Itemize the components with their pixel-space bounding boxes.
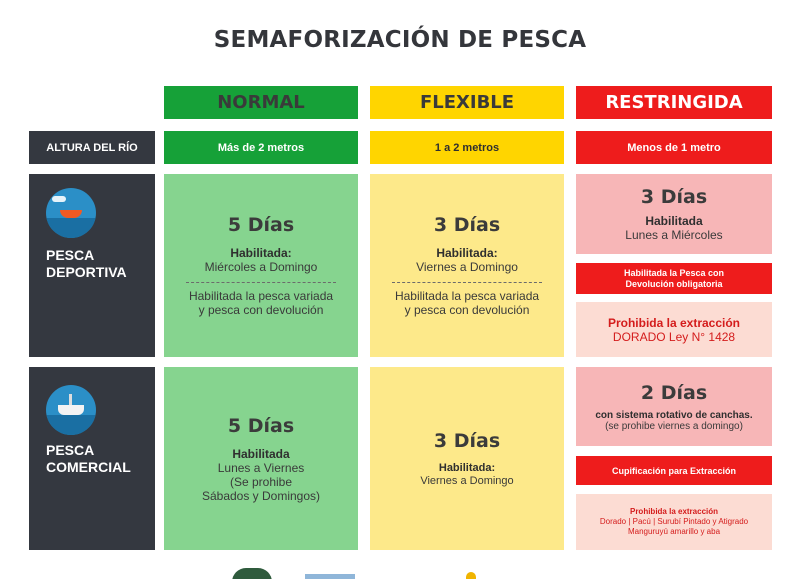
deportiva-flexible-days: 3 Días <box>433 214 501 236</box>
divider <box>392 282 542 283</box>
comercial-restringida-days: 2 Días <box>640 381 708 404</box>
comercial-restringida-line1: con sistema rotativo de canchas. <box>595 409 753 421</box>
header-flexible: FLEXIBLE <box>370 86 564 119</box>
river-height-restringida: Menos de 1 metro <box>576 131 772 164</box>
divider <box>186 282 336 283</box>
comercial-flexible-days: 3 Días <box>433 429 501 452</box>
header-normal: NORMAL <box>164 86 358 119</box>
deportiva-normal-hab-value: Miércoles a Domingo <box>204 260 318 274</box>
comercial-normal-note-2: Sábados y Domingos) <box>201 488 321 503</box>
deportiva-flexible-hab-label: Habilitada: <box>436 246 498 260</box>
deportiva-restringida-banner-2: Devolución obligatoria <box>625 278 723 289</box>
comercial-normal-note-1: (Se prohibe <box>229 474 293 489</box>
deportiva-restringida-banner <box>576 263 772 294</box>
deportiva-normal-hab-label: Habilitada: <box>230 246 292 260</box>
commercial-fishing-icon <box>46 385 96 435</box>
deportiva-flexible-cell <box>370 174 564 357</box>
header-restringida: RESTRINGIDA <box>576 86 772 119</box>
deportiva-restringida-hab-label: Habilitada <box>645 214 703 228</box>
comercial-restringida-banner: Cupificación para Extracción <box>576 456 772 485</box>
comercial-normal-cell <box>164 367 358 550</box>
deportiva-restringida-prohib-1: Prohibida la extracción <box>607 315 741 330</box>
comercial-flexible-cell <box>370 367 564 550</box>
deportiva-normal-note-1: Habilitada la pesca variada <box>188 289 334 303</box>
deportiva-normal-cell <box>164 174 358 357</box>
deportiva-restringida-days: 3 Días <box>640 186 708 208</box>
row-label-comercial-line1: PESCA <box>46 442 95 458</box>
deportiva-normal-days: 5 Días <box>227 214 295 236</box>
comercial-restringida-prohib-2: Dorado | Pacú | Surubí Pintado y Atigrado <box>599 517 749 526</box>
deportiva-restringida-days-cell <box>576 174 772 254</box>
deportiva-flexible-hab-value: Viernes a Domingo <box>416 260 518 274</box>
deportiva-normal-note-2: y pesca con devolución <box>198 303 324 317</box>
deportiva-flexible-note-1: Habilitada la pesca variada <box>394 289 540 303</box>
deportiva-flexible-note-2: y pesca con devolución <box>404 303 530 317</box>
row-label-comercial-line2: COMERCIAL <box>46 459 131 475</box>
deportiva-restringida-prohib-2: DORADO Ley N° 1428 <box>612 329 736 344</box>
comercial-normal-hab-label: Habilitada <box>232 446 290 461</box>
comercial-normal-days: 5 Días <box>227 414 295 437</box>
comercial-flexible-hab-label: Habilitada: <box>438 461 496 474</box>
river-height-normal: Más de 2 metros <box>164 131 358 164</box>
comercial-restringida-prohib-1: Prohibida la extracción <box>629 507 719 516</box>
river-height-flexible: 1 a 2 metros <box>370 131 564 164</box>
comercial-restringida-days-cell <box>576 367 772 446</box>
row-label-deportiva <box>29 174 155 357</box>
seal-logo-icon <box>232 568 272 579</box>
page-title: SEMAFORIZACIÓN DE PESCA <box>213 27 587 53</box>
comercial-normal-hab-value: Lunes a Viernes <box>217 460 305 475</box>
comercial-flexible-hab-value: Viernes a Domingo <box>420 474 514 487</box>
deportiva-restringida-banner-1: Habilitada la Pesca con <box>623 267 725 278</box>
comercial-restringida-prohibition <box>576 494 772 550</box>
comercial-restringida-prohib-3: Manguruyú amarillo y aba <box>627 527 721 536</box>
deportiva-restringida-hab-value: Lunes a Miércoles <box>625 228 723 242</box>
river-height-label: ALTURA DEL RÍO <box>29 131 155 164</box>
government-logo-icon <box>305 574 355 579</box>
row-label-comercial <box>29 367 155 550</box>
sun-logo-icon <box>466 572 476 579</box>
sport-fishing-icon <box>46 188 96 238</box>
comercial-restringida-line2: (se prohibe viernes a domingo) <box>605 420 743 432</box>
row-label-deportiva-line2: DEPORTIVA <box>46 264 127 280</box>
row-label-deportiva-line1: PESCA <box>46 247 95 263</box>
deportiva-restringida-prohibition <box>576 302 772 357</box>
